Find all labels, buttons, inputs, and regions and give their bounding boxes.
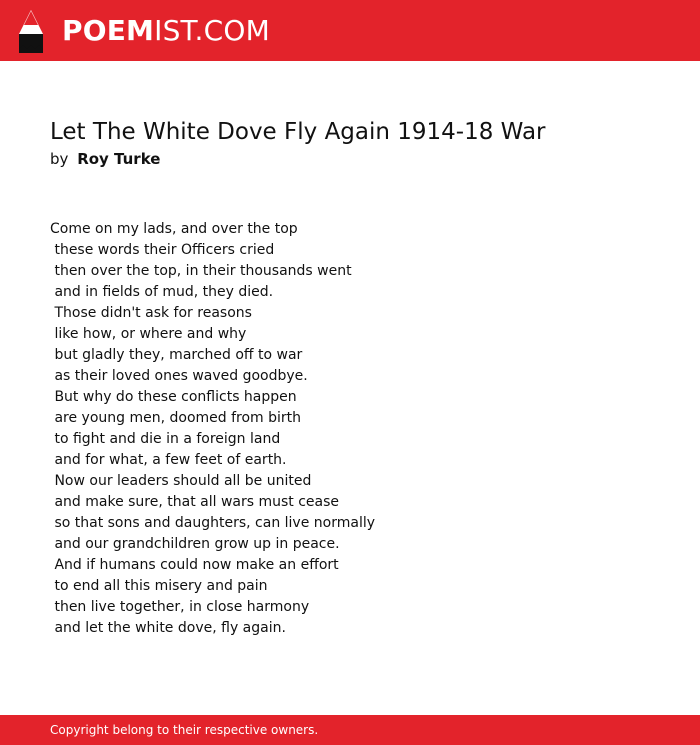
poem-line: And if humans could now make an effort bbox=[50, 557, 339, 573]
poem-line: like how, or where and why bbox=[50, 326, 247, 342]
poem-line: are young men, doomed from birth bbox=[50, 410, 302, 426]
author-line bbox=[50, 149, 670, 169]
poem-line: But why do these conflicts happen bbox=[50, 389, 297, 405]
poem-line: Those didn't ask for reasons bbox=[50, 305, 252, 321]
author-prefix: by bbox=[50, 150, 69, 168]
logo-wordmark bbox=[62, 14, 270, 47]
poem-line: then over the top, in their thousands went bbox=[50, 263, 352, 279]
poem-body bbox=[50, 219, 610, 639]
poem-line: then live together, in close harmony bbox=[50, 599, 310, 615]
poem-line: Come on my lads, and over the top bbox=[50, 221, 298, 237]
poem-line: Now our leaders should all be united bbox=[50, 473, 312, 489]
copyright-text: Copyright belong to their respective owners. bbox=[50, 723, 319, 737]
site-logo[interactable] bbox=[18, 9, 270, 53]
pencil-icon bbox=[18, 9, 44, 53]
poem-line: as their loved ones waved goodbye. bbox=[50, 368, 308, 384]
poem-line: but gladly they, marched off to war bbox=[50, 347, 303, 363]
poem-title: Let The White Dove Fly Again 1914-18 War bbox=[50, 119, 546, 145]
poem-line: and in fields of mud, they died. bbox=[50, 284, 274, 300]
poem-line: these words their Officers cried bbox=[50, 242, 275, 258]
logo-text-bold: POEM bbox=[62, 14, 155, 47]
site-footer bbox=[0, 715, 700, 745]
site-header bbox=[0, 0, 700, 61]
poem-line: and our grandchildren grow up in peace. bbox=[50, 536, 340, 552]
author-link[interactable]: Roy Turke bbox=[77, 150, 161, 168]
poem-line: and for what, a few feet of earth. bbox=[50, 452, 287, 468]
poem-header bbox=[50, 118, 670, 169]
poem-line: to end all this misery and pain bbox=[50, 578, 268, 594]
poem-line: to fight and die in a foreign land bbox=[50, 431, 281, 447]
logo-text-light: IST.COM bbox=[154, 14, 270, 47]
poem-line: so that sons and daughters, can live normally bbox=[50, 515, 376, 531]
poem-line: and make sure, that all wars must cease bbox=[50, 494, 340, 510]
poem-line: and let the white dove, fly again. bbox=[50, 620, 286, 636]
